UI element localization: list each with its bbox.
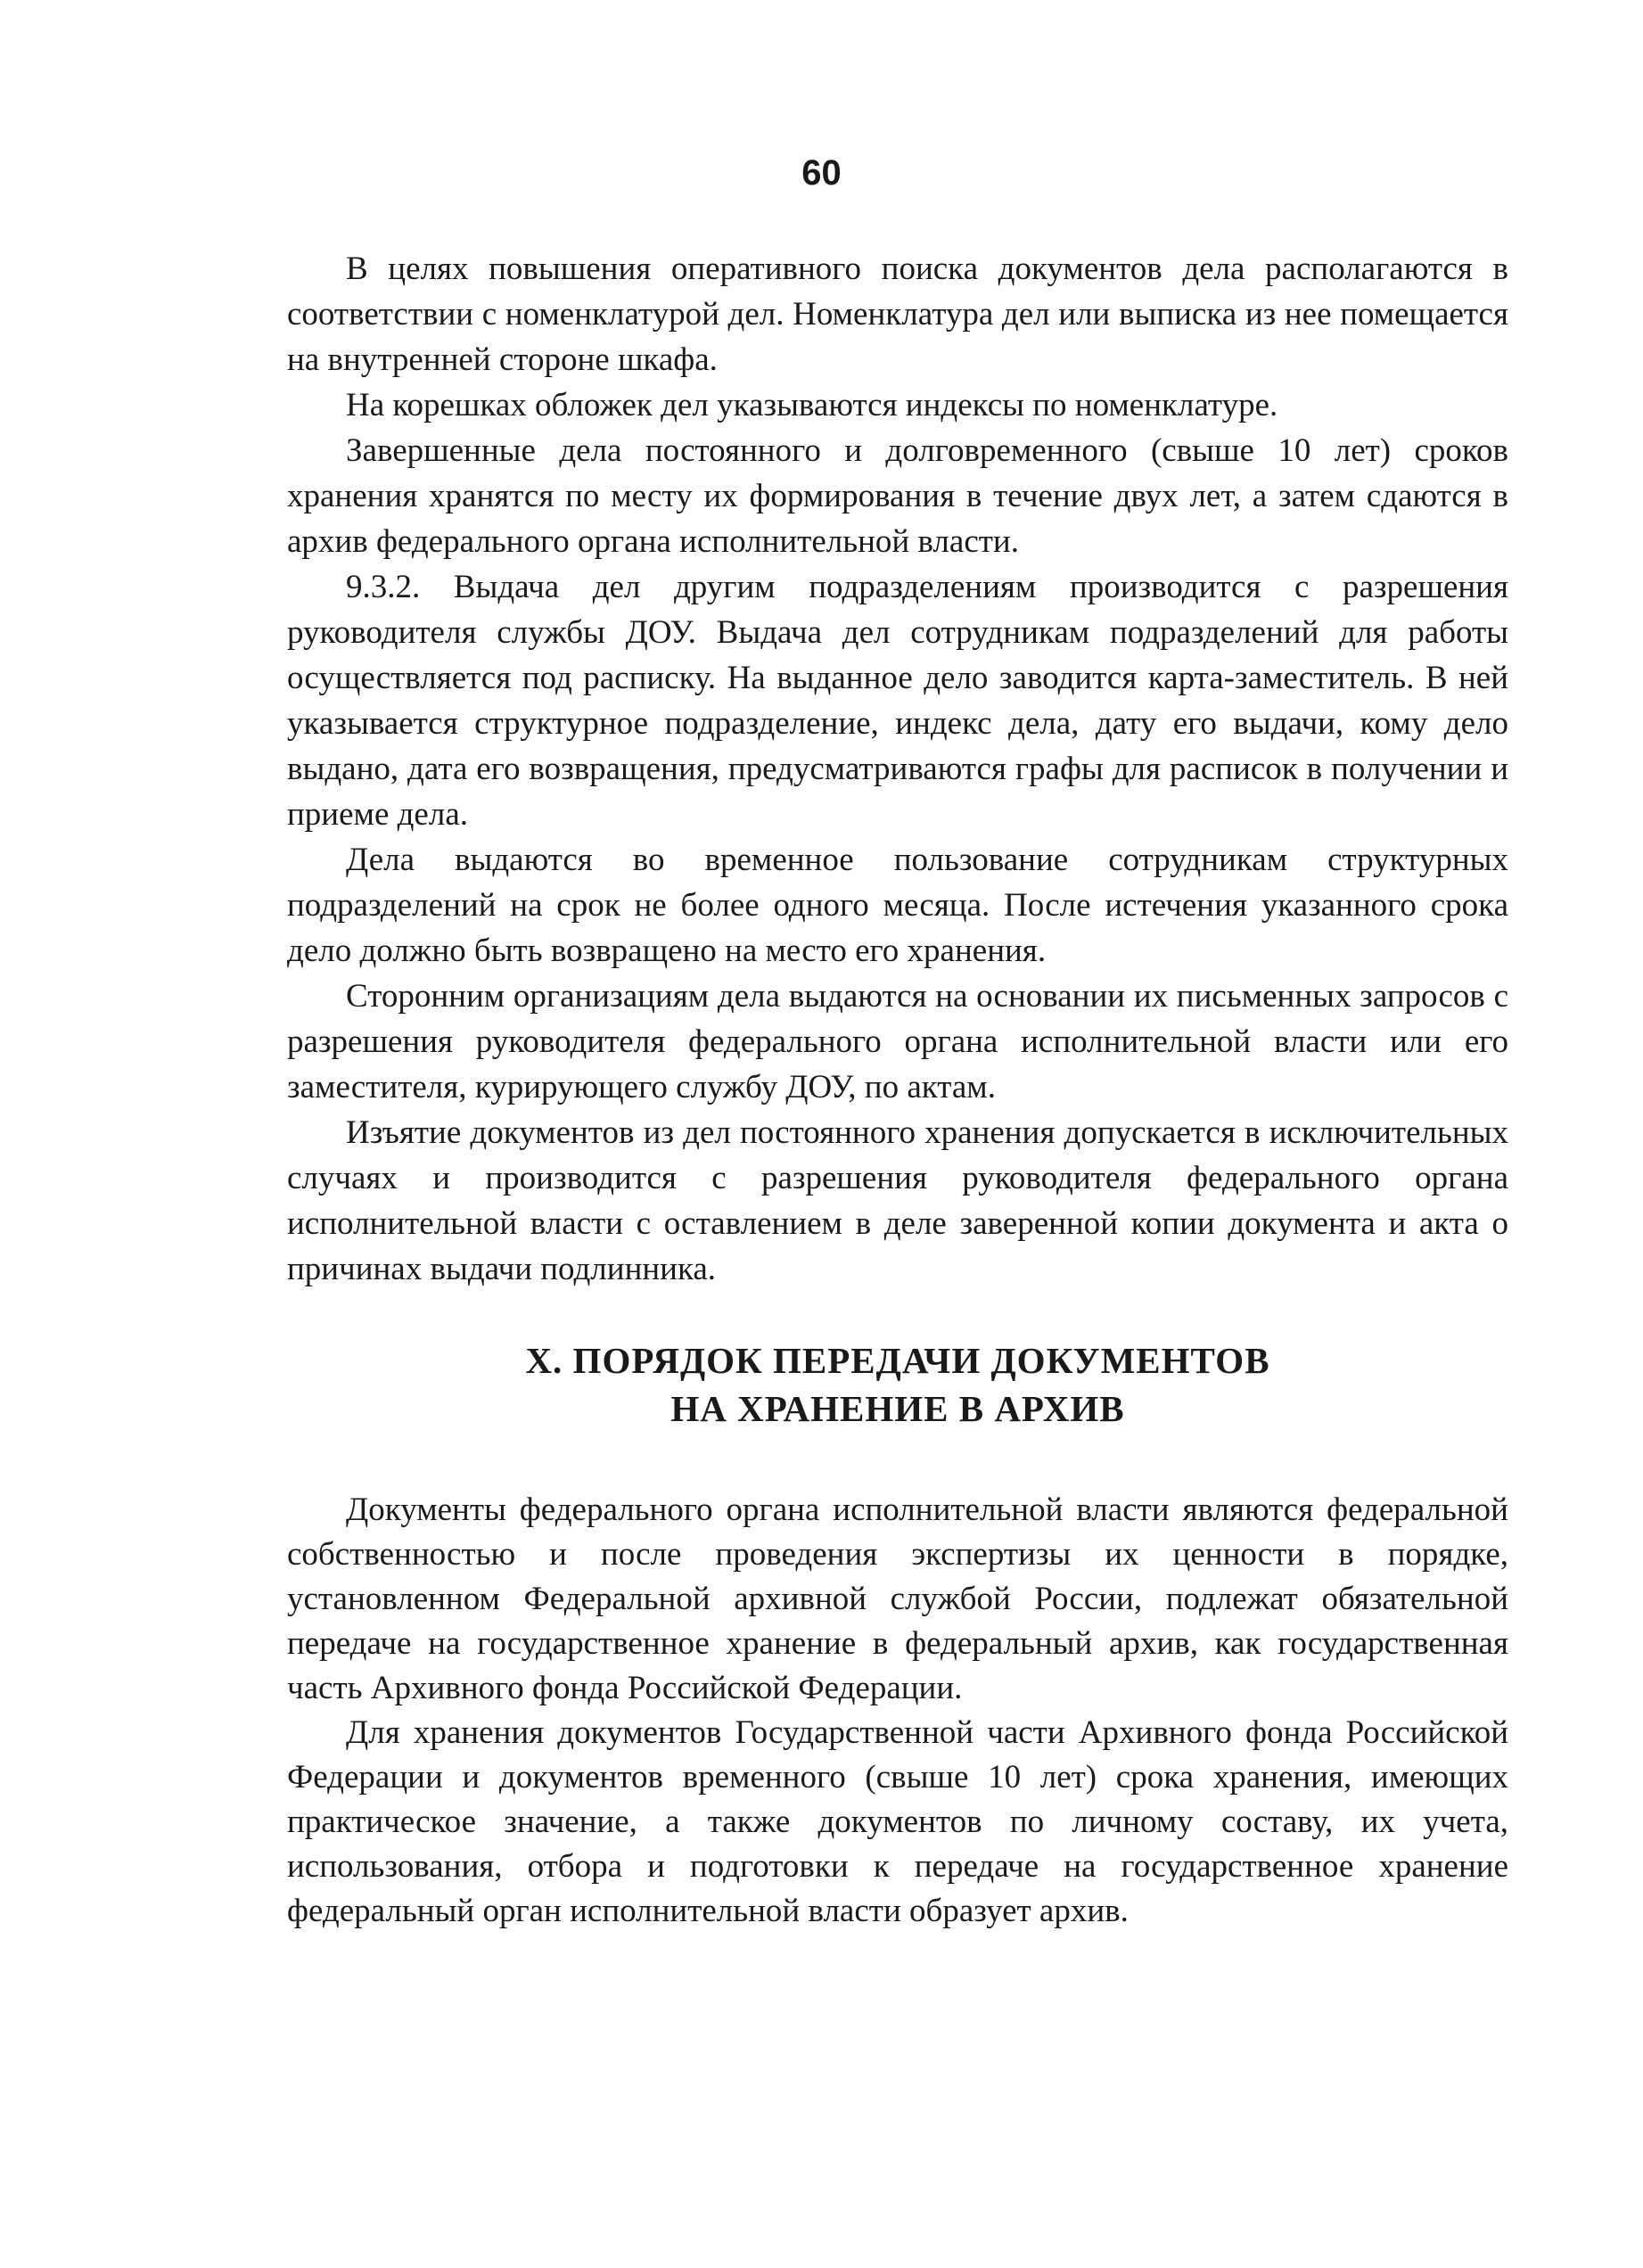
section-heading-line-1: X. ПОРЯДОК ПЕРЕДАЧИ ДОКУМЕНТОВ — [525, 1340, 1270, 1381]
paragraph: Документы федерального органа исполнительной власти являются федеральной собственностью и после проведения экспертизы их ценности в порядке, установленном Федеральной архивной службой России, подлежат обязательной передаче на государственное хранение в федеральный архив, как государственная часть Архивного фонда Российской Федерации. — [287, 1491, 1508, 1706]
section-heading-line-2: НА ХРАНЕНИЕ В АРХИВ — [670, 1388, 1125, 1429]
page-body — [287, 246, 1508, 1934]
paragraph: Изъятие документов из дел постоянного хранения допускается в исключительных случаях и производится с разрешения руководителя федерального органа исполнительной власти с оставлением в деле заверенной копии документа и акта о причинах выдачи подлинника. — [287, 1114, 1508, 1287]
paragraph: Сторонним организациям дела выдаются на основании их письменных запросов с разрешения руководителя федерального органа исполнительной власти или его заместителя, курирующего службу ДОУ, по актам. — [287, 978, 1508, 1105]
paragraph: Дела выдаются во временное пользование сотрудникам структурных подразделений на срок не более одного месяца. После истечения указанного срока дело должно быть возвращено на место его хранения. — [287, 842, 1508, 969]
paragraph: На корешках обложек дел указываются индексы по номенклатуре. — [346, 387, 1278, 423]
paragraph: Для хранения документов Государственной части Архивного фонда Российской Федерации и документов временного (свыше 10 лет) срока хранения, имеющих практическое значение, а также документов по личному составу, их учета, использования, отбора и подготовки к передаче на государственное хранение федеральный орган исполнительной власти образует архив. — [287, 1714, 1508, 1929]
page-number: 60 — [801, 153, 842, 193]
section-heading — [287, 1336, 1508, 1433]
paragraph: 9.3.2. Выдача дел другим подразделениям производится с разрешения руководителя службы ДОУ. Выдача дел сотрудникам подразделений для работы осуществляется под расписку. На выданное дело заводится карта-заместитель. В ней указывается структурное подразделение, индекс дела, дату его выдачи, кому дело выдано, дата его возвращения, предусматриваются графы для расписок в получении и приеме дела. — [287, 569, 1508, 833]
paragraph: В целях повышения оперативного поиска документов дела располагаются в соответствии с номенклатурой дел. Номенклатура дел или выписка из нее помещается на внутренней стороне шкафа. — [287, 251, 1508, 378]
paragraph: Завершенные дела постоянного и долговременного (свыше 10 лет) сроков хранения хранятся по месту их формирования в течение двух лет, а затем сдаются в архив федерального органа исполнительной власти. — [287, 432, 1508, 560]
